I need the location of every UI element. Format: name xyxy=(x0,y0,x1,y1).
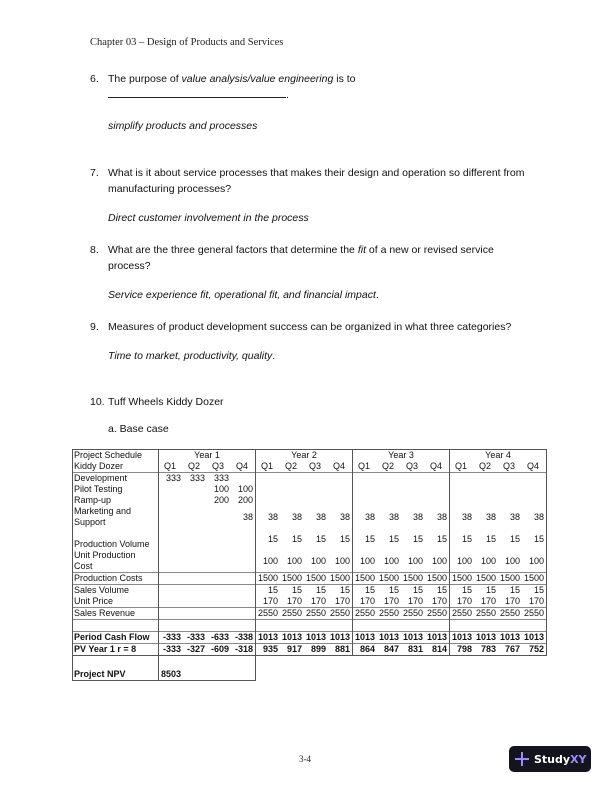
table-cell: 100 xyxy=(286,555,302,566)
table-cell: 100 xyxy=(407,555,423,566)
table-cell: 2550 xyxy=(499,608,520,618)
table-cell: 1013 xyxy=(328,632,353,644)
table-cell: 15 xyxy=(509,533,520,544)
spacer-cell xyxy=(159,620,256,632)
table-cell: 15 xyxy=(328,585,353,597)
npv-row xyxy=(73,656,547,681)
question-text-italic: fit xyxy=(357,244,366,256)
table-cell xyxy=(425,473,450,485)
table-row xyxy=(73,608,547,620)
table-cell xyxy=(353,484,378,495)
table-cell: 917 xyxy=(280,644,304,656)
question-number: 7. xyxy=(90,167,99,179)
table-cell xyxy=(183,495,207,506)
table-cell xyxy=(207,608,231,620)
table-cell xyxy=(474,473,498,485)
table-cell: 1500 xyxy=(402,573,423,583)
table-cell xyxy=(256,495,281,506)
table-cell: 1013 xyxy=(475,632,496,642)
table-cell: 1013 xyxy=(256,632,281,644)
table-cell: 38 xyxy=(291,511,302,522)
table-cell xyxy=(183,596,207,608)
table-cell xyxy=(450,495,475,506)
table-cell: 170 xyxy=(456,596,472,606)
table-cell: 15 xyxy=(425,528,450,550)
question-text: Tuff Wheels Kiddy Dozer xyxy=(108,396,224,408)
table-spacer-row xyxy=(73,620,547,632)
table-cell: -333 xyxy=(183,632,207,644)
table-cell: 1013 xyxy=(378,632,399,642)
quarter-header: Q3 xyxy=(502,461,515,471)
table-row xyxy=(73,632,547,644)
answer-8 xyxy=(108,289,379,301)
table-cell xyxy=(207,573,231,585)
table-cell xyxy=(256,484,281,495)
question-text-pre: What are the three general factors that determine the xyxy=(108,244,358,256)
table-cell: 200 xyxy=(213,495,229,505)
row-label: Ramp-up xyxy=(73,495,159,506)
table-cell: 15 xyxy=(280,585,304,597)
table-cell: 1013 xyxy=(353,632,378,644)
table-cell xyxy=(159,573,184,585)
table-cell xyxy=(183,573,207,585)
table-cell xyxy=(231,528,256,550)
row-label: Sales Revenue xyxy=(73,608,159,620)
quarter-header: Q2 xyxy=(478,461,491,471)
quarter-header: Q3 xyxy=(308,461,321,471)
table-cell: 881 xyxy=(328,644,353,656)
table-cell: 899 xyxy=(304,644,328,656)
answer-text: Time to market, productivity, quality xyxy=(108,350,273,362)
table-cell xyxy=(231,585,256,597)
table-cell: 1013 xyxy=(522,632,547,644)
table-cell: 333 xyxy=(207,473,231,485)
table-cell: 1500 xyxy=(281,573,302,583)
table-cell: 1500 xyxy=(450,573,475,585)
table-cell: 1500 xyxy=(425,573,450,585)
question-number: 8. xyxy=(90,244,99,256)
table-cell: 2550 xyxy=(450,608,475,620)
table-cell xyxy=(401,495,425,506)
table-cell: 1013 xyxy=(425,632,450,644)
table-cell: 170 xyxy=(480,596,496,606)
table-cell: 1013 xyxy=(305,632,326,642)
chapter-header: Chapter 03 – Design of Products and Services xyxy=(90,37,284,48)
row-label: Pilot Testing xyxy=(73,484,159,495)
table-cell xyxy=(377,495,401,506)
table-cell: 15 xyxy=(485,533,496,544)
question-number: 9. xyxy=(90,321,99,333)
table-cell: 100 xyxy=(231,484,256,495)
quarter-header: Q4 xyxy=(328,461,353,473)
row-label: Unit Production Cost xyxy=(73,550,159,573)
table-cell xyxy=(231,573,256,585)
table-cell: 814 xyxy=(425,644,450,656)
table-cell: 170 xyxy=(310,596,326,606)
table-header-row-years xyxy=(73,450,547,462)
table-cell xyxy=(353,495,378,506)
table-cell xyxy=(183,528,207,550)
table-cell: 38 xyxy=(522,506,547,528)
table-cell xyxy=(159,585,184,597)
table-cell xyxy=(304,484,328,495)
table-row xyxy=(73,550,547,573)
table-cell: 1013 xyxy=(499,632,520,642)
table-cell xyxy=(159,608,184,620)
table-cell: 15 xyxy=(461,533,472,544)
table-cell xyxy=(522,484,547,495)
table-cell: 2550 xyxy=(305,608,326,618)
question-text xyxy=(108,242,518,274)
table-cell xyxy=(159,550,184,573)
table-cell: 752 xyxy=(522,644,547,656)
table-cell: 100 xyxy=(383,555,399,566)
table-cell: 170 xyxy=(504,596,520,606)
table-cell xyxy=(159,506,184,528)
table-cell xyxy=(377,473,401,485)
table-cell xyxy=(401,484,425,495)
table-cell xyxy=(498,473,522,485)
npv-value: 8503 xyxy=(159,656,256,681)
table-cell: 100 xyxy=(504,555,520,566)
row-label: Marketing and Support xyxy=(73,506,159,528)
table-cell: 1500 xyxy=(305,573,326,583)
table-cell xyxy=(401,473,425,485)
table-cell: 864 xyxy=(353,644,378,656)
table-header-row-quarters xyxy=(73,461,547,473)
table-cell xyxy=(159,528,184,550)
answer-suffix: . xyxy=(272,350,276,362)
table-cell: 2550 xyxy=(425,608,450,620)
table-cell: 15 xyxy=(401,585,425,597)
table-cell xyxy=(183,506,207,528)
table-cell: 831 xyxy=(401,644,425,656)
badge-text-xy: XY xyxy=(570,752,587,766)
table-cell: 767 xyxy=(498,644,522,656)
table-cell xyxy=(231,473,256,485)
table-cell: 1500 xyxy=(353,573,378,585)
table-cell xyxy=(474,484,498,495)
empty-cell xyxy=(256,656,547,681)
quarter-header: Q3 xyxy=(405,461,418,471)
table-cell: 15 xyxy=(304,585,328,597)
table-cell: 15 xyxy=(377,585,401,597)
table-cell xyxy=(159,484,184,495)
table-cell xyxy=(231,596,256,608)
quarter-header: Q1 xyxy=(357,461,370,471)
quarter-header: Q4 xyxy=(425,461,450,473)
table-cell: 15 xyxy=(353,585,378,597)
table-cell xyxy=(353,473,378,485)
table-cell xyxy=(280,495,304,506)
table-cell xyxy=(450,473,475,485)
row-label: Development xyxy=(73,473,159,485)
table-row xyxy=(73,506,547,528)
table-cell: 100 xyxy=(425,550,450,573)
table-row xyxy=(73,644,547,656)
answer-text: Service experience fit, operational fit, and financial impact xyxy=(108,289,376,301)
quarter-header: Q4 xyxy=(231,461,256,473)
table-cell: 15 xyxy=(291,533,302,544)
table-cell xyxy=(280,473,304,485)
table-cell xyxy=(498,495,522,506)
table-cell: 38 xyxy=(412,511,423,522)
table-cell: 1013 xyxy=(402,632,423,642)
question-text: What is it about service processes that makes their design and operation so different from manufacturing processes? xyxy=(108,167,525,195)
question-number: 10. xyxy=(90,396,105,408)
page-number: 3-4 xyxy=(299,754,311,764)
table-cell xyxy=(231,550,256,573)
table-cell: 15 xyxy=(498,585,522,597)
spacer-cell xyxy=(450,620,547,632)
table-cell: 38 xyxy=(328,506,353,528)
table-cell: 170 xyxy=(328,596,353,608)
table-cell xyxy=(304,495,328,506)
table-cell: 2550 xyxy=(328,608,353,620)
quarter-header: Q3 xyxy=(211,461,224,471)
question-text-pre: The purpose of xyxy=(108,73,182,85)
table-cell: 170 xyxy=(286,596,302,606)
table-cell: 1013 xyxy=(281,632,302,642)
answer-7: Direct customer involvement in the process xyxy=(108,212,309,224)
question-text-post: of a new or revised service process? xyxy=(108,244,494,272)
table-cell: 15 xyxy=(267,533,278,544)
question-text xyxy=(108,71,528,103)
table-cell: 170 xyxy=(522,596,547,608)
table-row xyxy=(73,484,547,495)
table-cell xyxy=(328,495,353,506)
quarter-header: Q2 xyxy=(284,461,297,471)
table-cell xyxy=(328,484,353,495)
table-cell xyxy=(304,473,328,485)
quarter-header: Q4 xyxy=(522,461,547,473)
table-cell: 170 xyxy=(383,596,399,606)
table-cell: 170 xyxy=(425,596,450,608)
table-cell: 15 xyxy=(315,533,326,544)
studyxy-badge[interactable] xyxy=(509,746,591,772)
table-cell xyxy=(522,495,547,506)
table-cell: 15 xyxy=(450,585,475,597)
table-cell xyxy=(159,596,184,608)
table-cell: 783 xyxy=(474,644,498,656)
table-cell: 1500 xyxy=(522,573,547,585)
table-cell: 15 xyxy=(256,585,281,597)
table-cell xyxy=(328,473,353,485)
spacer-cell xyxy=(256,620,353,632)
table-cell: 38 xyxy=(461,511,472,522)
table-cell: 38 xyxy=(315,511,326,522)
table-cell: 1500 xyxy=(256,573,281,585)
table-cell xyxy=(474,495,498,506)
table-row xyxy=(73,473,547,485)
spacer-cell xyxy=(73,620,159,632)
table-cell: 2550 xyxy=(281,608,302,618)
table-cell: 2550 xyxy=(256,608,281,620)
question-text: Measures of product development success can be organized in what three categories? xyxy=(108,321,512,333)
row-label: Production Volume xyxy=(73,528,159,550)
table-cell: 170 xyxy=(407,596,423,606)
table-cell: -609 xyxy=(207,644,231,656)
subquestion-a: a. Base case xyxy=(108,423,169,435)
project-schedule-table xyxy=(72,449,547,681)
table-cell xyxy=(207,528,231,550)
table-cell: 2550 xyxy=(475,608,496,618)
row-label: Production Costs xyxy=(73,573,159,585)
table-cell: -327 xyxy=(183,644,207,656)
answer-6: simplify products and processes xyxy=(108,120,258,132)
table-cell: 847 xyxy=(377,644,401,656)
quarter-header: Q1 xyxy=(163,461,176,471)
table-cell: 2550 xyxy=(378,608,399,618)
table-cell: 15 xyxy=(522,528,547,550)
row-label: Unit Price xyxy=(73,596,159,608)
year-header: Year 1 xyxy=(159,450,256,462)
table-cell: 38 xyxy=(364,511,375,522)
row-label: Sales Volume xyxy=(73,585,159,597)
table-cell xyxy=(183,585,207,597)
quarter-header: Q1 xyxy=(260,461,273,471)
quarter-header: Q2 xyxy=(187,461,200,471)
badge-text-study: Study xyxy=(534,752,571,766)
row-label: PV Year 1 r = 8 xyxy=(73,644,159,656)
table-cell: 2550 xyxy=(402,608,423,618)
table-cell: 1500 xyxy=(378,573,399,583)
table-row xyxy=(73,495,547,506)
table-cell: -633 xyxy=(207,632,231,644)
table-cell: 38 xyxy=(425,506,450,528)
table-cell: 2550 xyxy=(353,608,378,620)
table-row xyxy=(73,585,547,597)
table-cell: 170 xyxy=(359,596,375,606)
table-cell: 100 xyxy=(328,550,353,573)
table-cell: 38 xyxy=(231,506,256,528)
table-cell: 100 xyxy=(456,555,472,566)
table-cell xyxy=(207,585,231,597)
question-text-post: is to xyxy=(333,73,356,85)
year-header: Year 2 xyxy=(256,450,353,462)
table-cell: 333 xyxy=(183,473,207,485)
table-cell: 15 xyxy=(425,585,450,597)
table-row xyxy=(73,596,547,608)
year-header: Year 3 xyxy=(353,450,450,462)
table-cell: 100 xyxy=(522,550,547,573)
table-cell xyxy=(183,550,207,573)
table-cell: -333 xyxy=(159,632,184,644)
table-cell xyxy=(231,608,256,620)
header-label: Project Schedule xyxy=(73,450,159,462)
table-cell xyxy=(425,484,450,495)
header-label: Kiddy Dozer xyxy=(73,461,159,473)
table-cell: 170 xyxy=(262,596,278,606)
table-cell: 100 xyxy=(310,555,326,566)
table-cell: 100 xyxy=(480,555,496,566)
table-cell xyxy=(498,484,522,495)
table-cell: -333 xyxy=(159,644,184,656)
table-cell: 935 xyxy=(256,644,281,656)
table-cell: 15 xyxy=(412,533,423,544)
question-text-italic: value analysis/value engineering xyxy=(181,73,334,85)
table-cell: 100 xyxy=(359,555,375,566)
table-cell xyxy=(425,495,450,506)
table-cell: 38 xyxy=(509,511,520,522)
plus-icon xyxy=(515,752,529,766)
table-row xyxy=(73,573,547,585)
table-cell: 15 xyxy=(388,533,399,544)
answer-blank xyxy=(108,87,286,98)
table-cell xyxy=(256,473,281,485)
table-cell: 100 xyxy=(213,484,229,494)
spacer-cell xyxy=(353,620,450,632)
table-cell: -338 xyxy=(231,632,256,644)
table-cell: 798 xyxy=(450,644,475,656)
table-cell xyxy=(377,484,401,495)
quarter-header: Q1 xyxy=(454,461,467,471)
table-cell: 15 xyxy=(328,528,353,550)
table-cell: 333 xyxy=(159,473,184,485)
table-cell: 200 xyxy=(231,495,256,506)
quarter-header: Q2 xyxy=(381,461,394,471)
table-cell xyxy=(207,506,231,528)
answer-9 xyxy=(108,350,275,362)
table-cell: 2550 xyxy=(522,608,547,620)
table-cell xyxy=(183,484,207,495)
npv-label: Project NPV xyxy=(73,656,159,681)
table-cell: 100 xyxy=(262,555,278,566)
table-cell xyxy=(183,608,207,620)
table-cell xyxy=(280,484,304,495)
year-header: Year 4 xyxy=(450,450,547,462)
table-cell xyxy=(522,473,547,485)
table-cell: 1500 xyxy=(499,573,520,583)
table-cell: 1500 xyxy=(328,573,353,585)
table-cell: 38 xyxy=(388,511,399,522)
table-cell xyxy=(159,495,184,506)
table-cell: 38 xyxy=(267,511,278,522)
table-cell: 1013 xyxy=(450,632,475,644)
table-cell xyxy=(450,484,475,495)
table-cell: 15 xyxy=(364,533,375,544)
blank-suffix: . xyxy=(286,89,289,101)
table-cell: 1500 xyxy=(475,573,496,583)
table-cell: 38 xyxy=(485,511,496,522)
answer-suffix: . xyxy=(375,289,379,301)
row-label: Period Cash Flow xyxy=(73,632,159,644)
table-cell: -318 xyxy=(231,644,256,656)
table-cell xyxy=(207,596,231,608)
table-cell: 15 xyxy=(522,585,547,597)
table-cell xyxy=(207,550,231,573)
question-number: 6. xyxy=(90,73,99,85)
table-cell: 15 xyxy=(474,585,498,597)
table-row xyxy=(73,528,547,550)
